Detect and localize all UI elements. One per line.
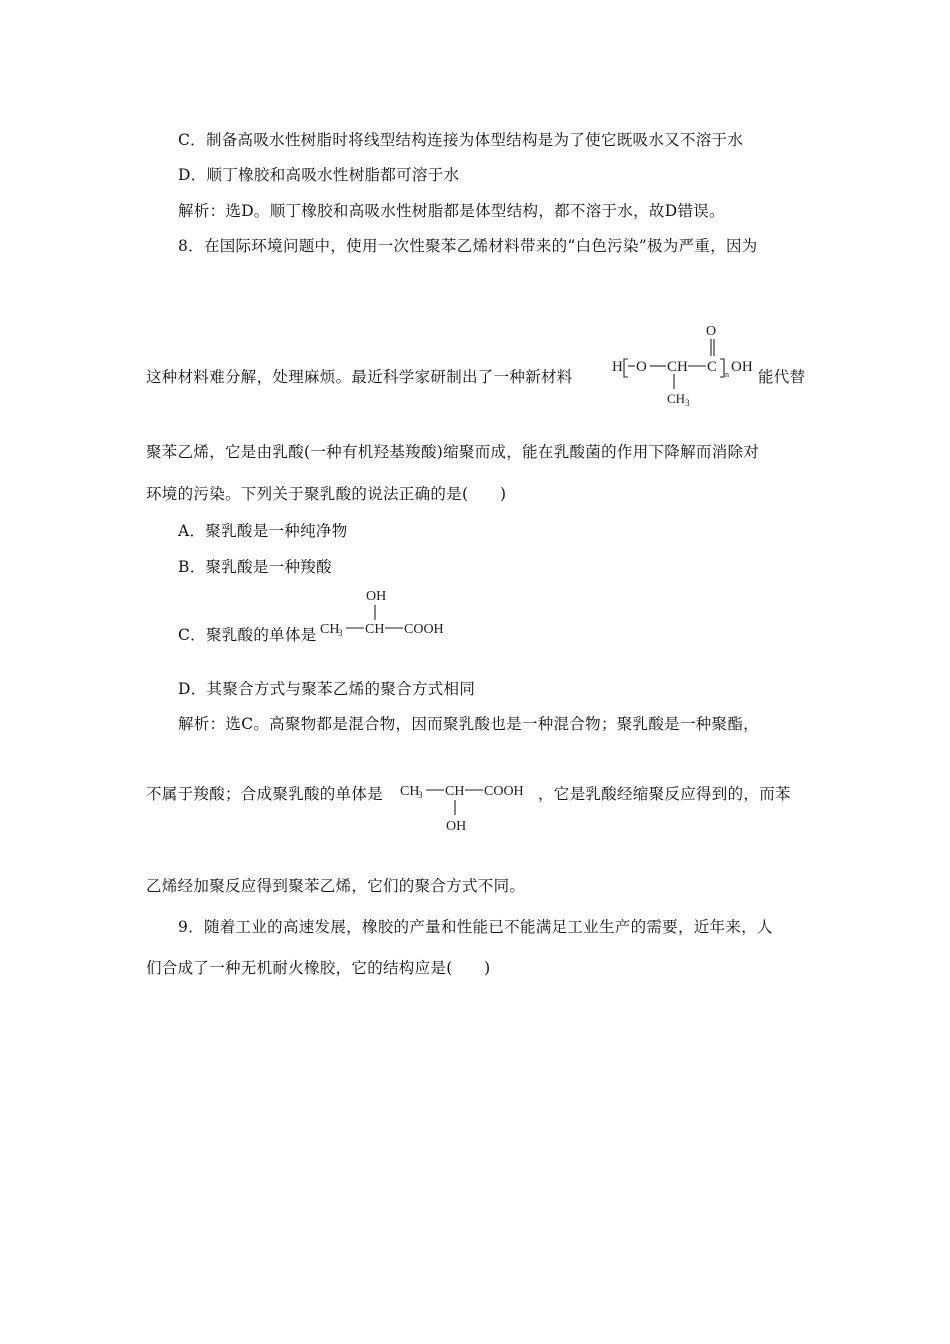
analysis-7: 解析：选D。顺丁橡胶和高吸水性树脂都是体型结构，都不溶于水，故D错误。 [178,202,725,220]
monomer-c-ch3: CH [320,622,340,637]
formula-carbonyl-o: O [706,324,717,339]
option-d-previous: D．顺丁橡胶和高吸水性树脂都可溶于水 [178,166,460,184]
question-8-before-formula: 这种材料难分解，处理麻烦。最近科学家研制出了一种新材料 [146,368,573,386]
formula-o: O [636,359,647,375]
monomer-a-ch3-sub: 3 [418,790,423,800]
formula-oh: OH [731,359,753,375]
analysis-8-line-2-suffix: ，它是乳酸经缩聚反应得到的，而苯 [538,785,791,803]
monomer-a-oh: OH [446,819,467,834]
option-a: A．聚乳酸是一种纯净物 [178,522,348,540]
formula-bracket-left [624,359,628,377]
formula-ch3: CH [667,391,686,406]
formula-h: H [612,359,623,375]
monomer-a-cooh: COOH [484,784,524,799]
polylactic-acid-formula [610,315,758,407]
question-9-line-1: 9．随着工业的高速发展，橡胶的产量和性能已不能满足工业生产的需要，近年来，人 [178,918,773,936]
formula-ch: CH [667,359,688,375]
option-d: D．其聚合方式与聚苯乙烯的聚合方式相同 [178,680,476,698]
option-c-previous: C．制备高吸水性树脂时将线型结构连接为体型结构是为了使它既吸水又不溶于水 [178,131,744,149]
analysis-8-line-3: 乙烯经加聚反应得到聚苯乙烯，它们的聚合方式不同。 [146,877,526,895]
question-8-intro: 8．在国际环境问题中，使用一次性聚苯乙烯材料带来的“白色污染”极为严重，因为 [178,237,758,255]
formula-c: C [707,359,718,375]
monomer-c-oh: OH [366,589,387,604]
formula-n: n [725,370,729,379]
monomer-a-ch3: CH [400,784,420,799]
analysis-8-line-2-prefix: 不属于羧酸；合成聚乳酸的单体是 [146,785,384,803]
question-8-continued-2: 环境的污染。下列关于聚乳酸的说法正确的是( ) [146,485,507,503]
lactic-acid-formula-option-c [318,585,458,645]
analysis-8-line-1: 解析：选C。高聚物都是混合物，因而聚乳酸也是一种混合物；聚乳酸是一种聚酯， [178,715,759,733]
lactic-acid-formula-analysis [398,775,538,835]
question-8-continued-1: 聚苯乙烯，它是由乳酸(一种有机羟基羧酸)缩聚而成，能在乳酸菌的作用下降解而消除对 [146,443,760,461]
monomer-c-cooh: COOH [404,622,444,637]
option-c-prefix: C．聚乳酸的单体是 [178,626,317,644]
option-b: B．聚乳酸是一种羧酸 [178,558,332,576]
formula-bracket-right [720,359,724,377]
question-8-after-formula: 能代替 [758,368,806,386]
monomer-c-ch: CH [365,622,385,637]
formula-ch3-sub: 3 [685,398,690,407]
monomer-a-ch: CH [445,784,465,799]
question-9-line-2: 们合成了一种无机耐火橡胶，它的结构应是( ) [146,959,491,977]
monomer-c-ch3-sub: 3 [338,628,343,638]
